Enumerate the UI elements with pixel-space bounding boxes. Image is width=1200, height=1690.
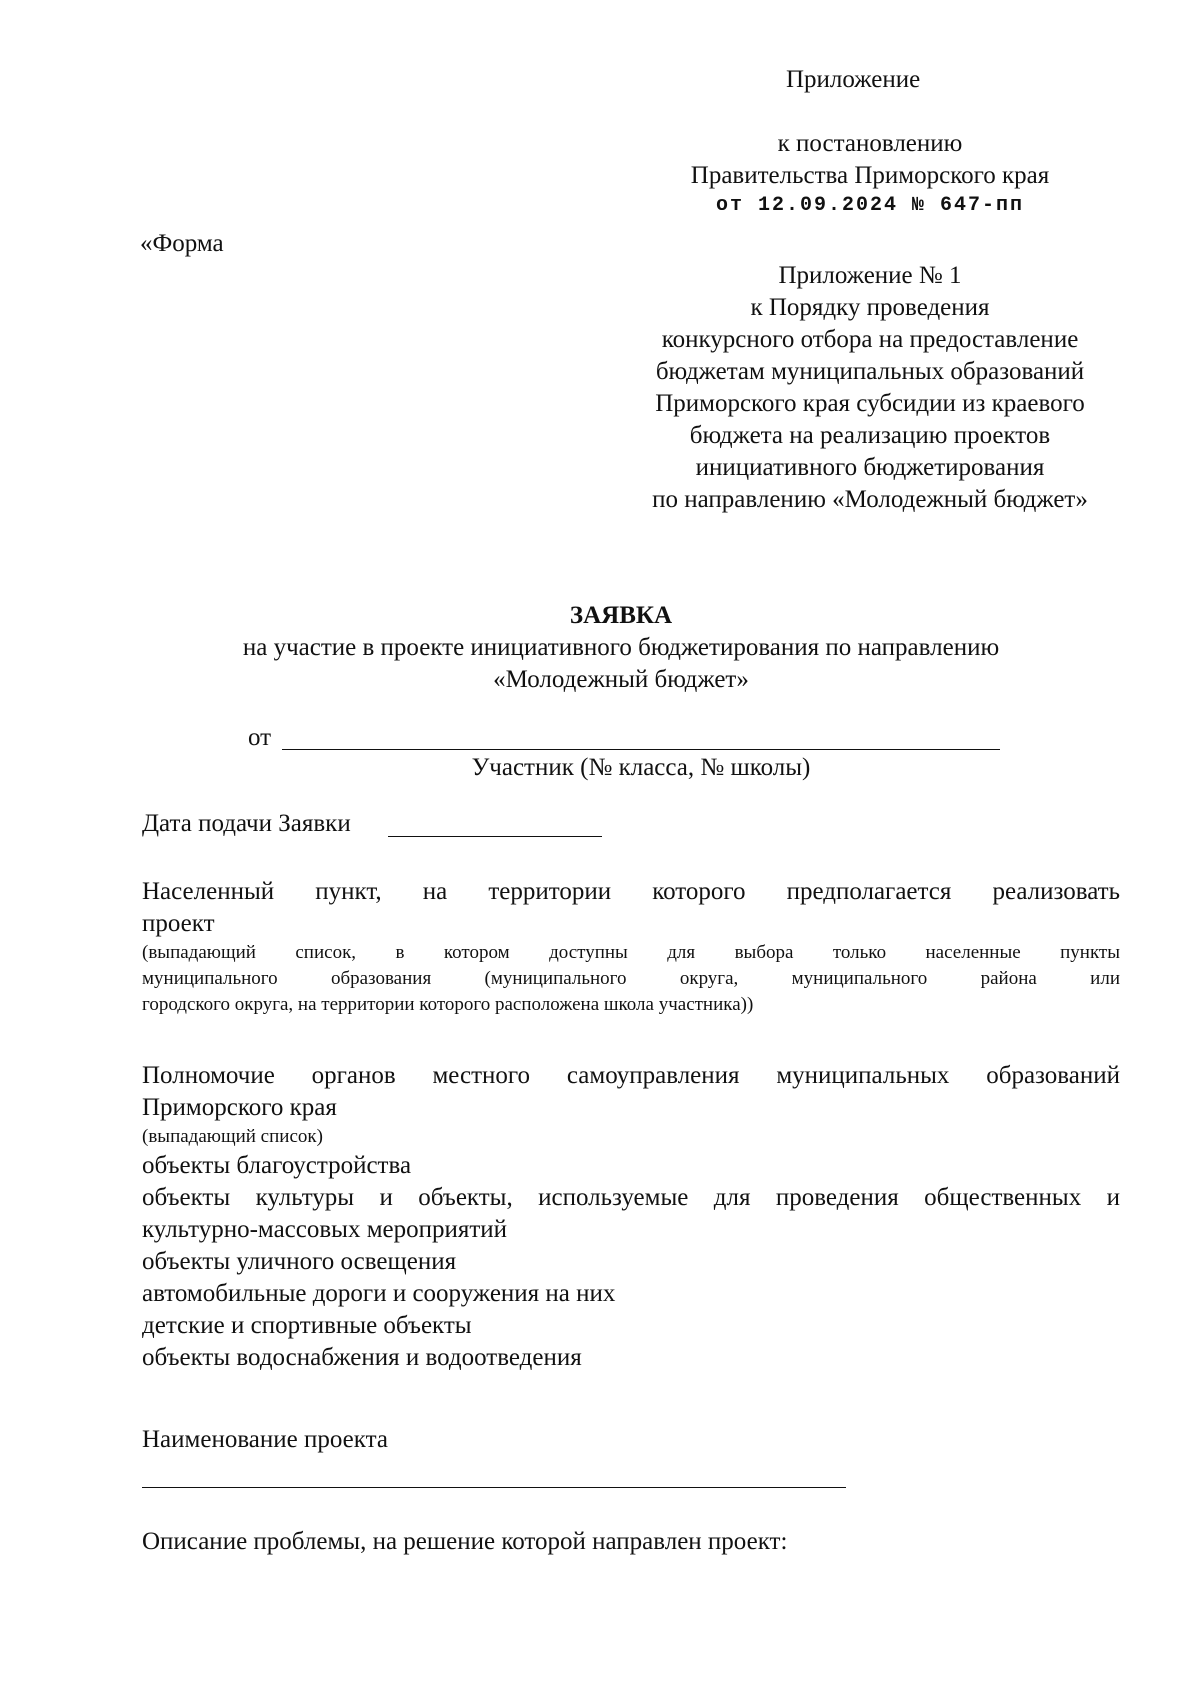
application-title: ЗАЯВКА [569,602,673,629]
submission-date-field[interactable] [388,836,602,837]
powers-option: объекты водоснабжения и водоотведения [142,1344,582,1371]
application-subtitle [142,632,1100,696]
appendix1-line: бюджетам муниципальных образований [655,358,1085,385]
appendix1-line: Приложение № 1 [778,262,962,289]
resolution-date: от 12.09.2024 № 647-пп [715,194,1025,217]
problem-description-label: Описание проблемы, на решение которой направлен проект: [142,1528,788,1555]
resolution-line1: к постановлению [777,130,963,157]
project-name-field[interactable] [142,1487,846,1488]
submission-date-label: Дата подачи Заявки [142,810,351,837]
appendix1-block [600,260,1140,516]
settlement-section [142,876,1120,1018]
settlement-note-line1: (выпадающий список, в котором доступны для выбора только населенные пункты [142,942,1120,963]
from-label: от [248,724,272,751]
participant-caption: Участник (№ класса, № школы) [471,754,811,781]
settlement-line2: проект [142,910,215,937]
settlement-note-line2: муниципального образования (муниципального округа, муниципального района или [142,968,1120,989]
appendix1-line: бюджета на реализацию проектов [689,422,1051,449]
settlement-note-line3: городского округа, на территории которого расположена школа участника)) [142,994,754,1015]
powers-section [142,1060,1120,1374]
form-label: «Форма [140,230,224,257]
powers-option: культурно-массовых мероприятий [142,1216,508,1243]
powers-line1: Полномочие органов местного самоуправления муниципальных образований [142,1062,1120,1089]
powers-option: объекты культуры и объекты, используемые для проведения общественных и [142,1184,1120,1211]
settlement-line1: Населенный пункт, на территории которого предполагается реализовать [142,878,1120,905]
appendix-title: Приложение [786,66,921,93]
resolution-block [640,128,1100,218]
appendix1-line: конкурсного отбора на предоставление [661,326,1079,353]
powers-option: объекты благоустройства [142,1152,412,1179]
project-name-label: Наименование проекта [142,1426,388,1453]
appendix1-line: к Порядку проведения [750,294,990,321]
appendix1-line: Приморского края субсидии из краевого [655,390,1085,417]
resolution-line2: Правительства Приморского края [690,162,1050,189]
powers-option: объекты уличного освещения [142,1248,457,1275]
application-subtitle-line1: на участие в проекте инициативного бюджетирования по направлению [242,634,1000,661]
powers-note: (выпадающий список) [142,1126,323,1147]
appendix1-line: инициативного бюджетирования [695,454,1045,481]
powers-option: детские и спортивные объекты [142,1312,472,1339]
participant-field[interactable] [282,749,1000,750]
application-subtitle-line2: «Молодежный бюджет» [493,666,749,693]
appendix1-line: по направлению «Молодежный бюджет» [652,486,1088,513]
powers-option: автомобильные дороги и сооружения на них [142,1280,616,1307]
powers-line2: Приморского края [142,1094,337,1121]
